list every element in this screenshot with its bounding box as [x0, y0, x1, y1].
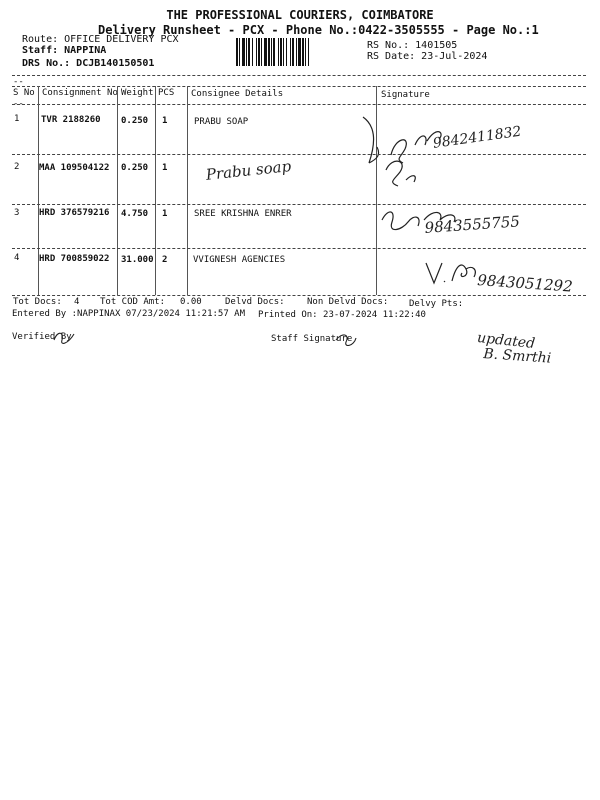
- divider: [12, 204, 586, 205]
- barcode-bar: [248, 38, 250, 66]
- tot-cod-label: Tot COD Amt:: [100, 297, 166, 307]
- divider-marks: --: [13, 99, 24, 109]
- column-line: [187, 86, 188, 295]
- row-weight: 0.250: [121, 163, 149, 173]
- col-consignment-header: Consignment No: [42, 88, 118, 98]
- row-consignment: TVR 2188260: [41, 115, 101, 125]
- barcode-bar: [286, 38, 287, 66]
- barcode-bar: [252, 38, 253, 66]
- signature-phone: 9842411832: [432, 123, 523, 152]
- company-title: THE PROFESSIONAL COURIERS, COIMBATORE: [166, 8, 434, 22]
- row-consignment: HRD 700859022: [39, 254, 110, 264]
- handwritten-consignee: Prabu soap: [205, 157, 292, 184]
- row-consignment: HRD 376579216: [39, 208, 110, 218]
- divider: [12, 154, 586, 155]
- staff-signature-label: Staff Signature: [271, 334, 353, 344]
- row-consignment: MAA 109504122: [39, 163, 110, 173]
- staff-signature: [332, 328, 362, 350]
- barcode-bar: [268, 38, 270, 66]
- non-delvd-docs-label: Non Delvd Docs:: [307, 297, 389, 307]
- delvy-pts-label: Delvy Pts:: [409, 299, 464, 309]
- col-sno-header: S No: [13, 88, 35, 98]
- barcode-bar: [298, 38, 301, 66]
- divider: [12, 295, 586, 296]
- col-signature-header: Signature: [381, 90, 430, 100]
- drs-number: DRS No.: DCJB140150501: [22, 58, 155, 69]
- col-consignee-header: Consignee Details: [191, 89, 284, 99]
- divider: [12, 248, 586, 249]
- divider: [12, 104, 586, 105]
- divider-marks: --: [13, 77, 24, 87]
- row-pcs: 1: [162, 163, 168, 173]
- barcode-bar: [280, 38, 282, 66]
- tot-docs-label: Tot Docs:: [13, 297, 62, 307]
- barcode-bar: [264, 38, 267, 66]
- barcode-bar: [236, 38, 238, 66]
- barcode-bar: [278, 38, 279, 66]
- barcode-bar: [308, 38, 309, 66]
- barcode-bar: [290, 38, 291, 66]
- route-text: Route: OFFICE DELIVERY PCX: [22, 34, 179, 45]
- barcode-bar: [302, 38, 304, 66]
- barcode-bar: [242, 38, 245, 66]
- barcode-bar: [239, 38, 240, 66]
- row-consignee: VVIGNESH AGENCIES: [193, 255, 286, 265]
- row-weight: 0.250: [121, 116, 149, 126]
- row-sno: 3: [14, 208, 20, 218]
- tot-docs-value: 4: [74, 297, 80, 307]
- col-pcs-header: PCS: [158, 88, 175, 98]
- barcode-bar: [261, 38, 262, 66]
- barcode: [236, 38, 360, 66]
- row-pcs: 2: [162, 255, 168, 265]
- tot-cod-value: 0.00: [180, 297, 202, 307]
- barcode-bar: [292, 38, 294, 66]
- row-weight: 4.750: [121, 209, 149, 219]
- rs-number: RS No.: 1401505: [367, 40, 458, 51]
- column-line: [155, 86, 156, 295]
- printed-on: Printed On: 23-07-2024 11:22:40: [258, 310, 426, 320]
- row-sno: 2: [14, 162, 20, 172]
- row-sno: 4: [14, 253, 20, 263]
- updated-note-name: B. Smrthi: [482, 346, 552, 367]
- row-pcs: 1: [162, 209, 168, 219]
- barcode-bar: [283, 38, 284, 66]
- signature-phone: 9843051292: [476, 271, 574, 296]
- barcode-bar: [305, 38, 306, 66]
- updated-note: updated: [476, 330, 536, 352]
- barcode-bar: [296, 38, 297, 66]
- barcode-bar: [246, 38, 247, 66]
- entered-by: Entered By :NAPPINAX 07/23/2024 11:21:57 AM: [12, 309, 245, 319]
- verified-by-label: Verified By: [12, 332, 72, 342]
- staff-text: Staff: NAPPINA: [22, 45, 107, 56]
- runsheet-title: Delivery Runsheet - PCX - Phone No.:0422-3505555 - Page No.:1: [98, 23, 539, 37]
- row-consignee: PRABU SOAP: [194, 117, 249, 127]
- divider: [12, 75, 586, 76]
- barcode-bar: [271, 38, 272, 66]
- barcode-bar: [273, 38, 275, 66]
- barcode-bar: [256, 38, 257, 66]
- rs-date: RS Date: 23-Jul-2024: [367, 51, 488, 62]
- column-line: [117, 86, 118, 295]
- verified-signature: [50, 326, 80, 348]
- divider: [12, 86, 586, 87]
- signature-mark: [378, 150, 448, 190]
- signature-mark: [422, 255, 482, 289]
- barcode-bar: [258, 38, 260, 66]
- row-consignee: SREE KRISHNA ENRER: [194, 209, 292, 219]
- signature-phone: 9843555755: [424, 212, 521, 237]
- row-pcs: 1: [162, 116, 168, 126]
- row-weight: 31.000: [121, 255, 154, 265]
- delvd-docs-label: Delvd Docs:: [225, 297, 285, 307]
- row-sno: 1: [14, 114, 20, 124]
- col-weight-header: Weight: [121, 88, 154, 98]
